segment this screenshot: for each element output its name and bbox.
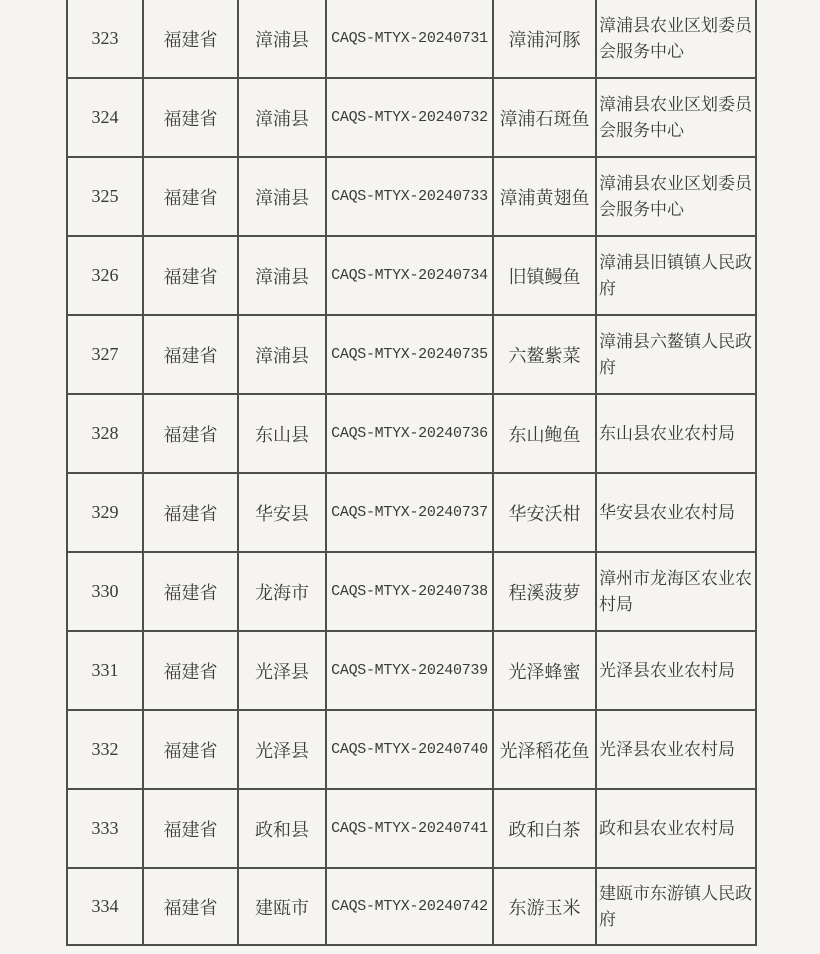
cell-province: 福建省 [143,0,238,78]
cell-org-name: 政和县农业农村局 [596,789,756,868]
cell-row-number: 333 [67,789,143,868]
cell-row-number: 323 [67,0,143,78]
cell-county: 东山县 [238,394,326,473]
table-row [67,710,756,789]
cell-county: 漳浦县 [238,78,326,157]
cell-province: 福建省 [143,78,238,157]
table-row [67,0,756,78]
cell-county: 华安县 [238,473,326,552]
cell-row-number: 326 [67,236,143,315]
cell-province: 福建省 [143,236,238,315]
table-row [67,631,756,710]
cell-registry-code: CAQS-MTYX-20240733 [326,157,493,236]
cell-registry-code: CAQS-MTYX-20240736 [326,394,493,473]
table-row [67,78,756,157]
cell-product-name: 华安沃柑 [493,473,596,552]
cell-org-name: 漳浦县农业区划委员会服务中心 [596,157,756,236]
cell-county: 龙海市 [238,552,326,631]
cell-row-number: 331 [67,631,143,710]
cell-row-number: 334 [67,868,143,945]
table-row [67,473,756,552]
cell-row-number: 332 [67,710,143,789]
cell-org-name: 建瓯市东游镇人民政府 [596,868,756,945]
cell-province: 福建省 [143,631,238,710]
cell-row-number: 330 [67,552,143,631]
cell-registry-code: CAQS-MTYX-20240731 [326,0,493,78]
product-registry-table [66,0,757,946]
cell-product-name: 光泽蜂蜜 [493,631,596,710]
cell-row-number: 325 [67,157,143,236]
table-row [67,789,756,868]
table-row [67,157,756,236]
cell-product-name: 旧镇鳗鱼 [493,236,596,315]
table-row [67,552,756,631]
cell-registry-code: CAQS-MTYX-20240732 [326,78,493,157]
cell-county: 光泽县 [238,710,326,789]
cell-county: 政和县 [238,789,326,868]
cell-province: 福建省 [143,473,238,552]
cell-registry-code: CAQS-MTYX-20240735 [326,315,493,394]
table-row [67,315,756,394]
cell-county: 漳浦县 [238,236,326,315]
cell-org-name: 漳浦县六鳌镇人民政府 [596,315,756,394]
cell-province: 福建省 [143,710,238,789]
cell-registry-code: CAQS-MTYX-20240737 [326,473,493,552]
cell-product-name: 东游玉米 [493,868,596,945]
cell-county: 漳浦县 [238,0,326,78]
cell-product-name: 光泽稻花鱼 [493,710,596,789]
table-row [67,394,756,473]
cell-row-number: 328 [67,394,143,473]
cell-org-name: 华安县农业农村局 [596,473,756,552]
cell-registry-code: CAQS-MTYX-20240738 [326,552,493,631]
cell-product-name: 漳浦河豚 [493,0,596,78]
cell-province: 福建省 [143,157,238,236]
cell-org-name: 漳州市龙海区农业农村局 [596,552,756,631]
cell-province: 福建省 [143,315,238,394]
cell-product-name: 政和白茶 [493,789,596,868]
cell-province: 福建省 [143,868,238,945]
table-row [67,868,756,945]
cell-registry-code: CAQS-MTYX-20240742 [326,868,493,945]
cell-county: 光泽县 [238,631,326,710]
cell-row-number: 329 [67,473,143,552]
table-row [67,236,756,315]
cell-org-name: 漳浦县农业区划委员会服务中心 [596,0,756,78]
cell-org-name: 光泽县农业农村局 [596,631,756,710]
cell-county: 漳浦县 [238,315,326,394]
cell-product-name: 程溪菠萝 [493,552,596,631]
cell-county: 漳浦县 [238,157,326,236]
cell-product-name: 漳浦石斑鱼 [493,78,596,157]
cell-product-name: 六鳌紫菜 [493,315,596,394]
cell-row-number: 327 [67,315,143,394]
cell-province: 福建省 [143,552,238,631]
cell-product-name: 东山鲍鱼 [493,394,596,473]
cell-org-name: 光泽县农业农村局 [596,710,756,789]
cell-county: 建瓯市 [238,868,326,945]
cell-org-name: 漳浦县农业区划委员会服务中心 [596,78,756,157]
cell-row-number: 324 [67,78,143,157]
cell-registry-code: CAQS-MTYX-20240739 [326,631,493,710]
cell-province: 福建省 [143,394,238,473]
cell-registry-code: CAQS-MTYX-20240734 [326,236,493,315]
cell-registry-code: CAQS-MTYX-20240741 [326,789,493,868]
cell-org-name: 东山县农业农村局 [596,394,756,473]
cell-registry-code: CAQS-MTYX-20240740 [326,710,493,789]
cell-product-name: 漳浦黄翅鱼 [493,157,596,236]
table-body [67,0,756,945]
cell-org-name: 漳浦县旧镇镇人民政府 [596,236,756,315]
cell-province: 福建省 [143,789,238,868]
